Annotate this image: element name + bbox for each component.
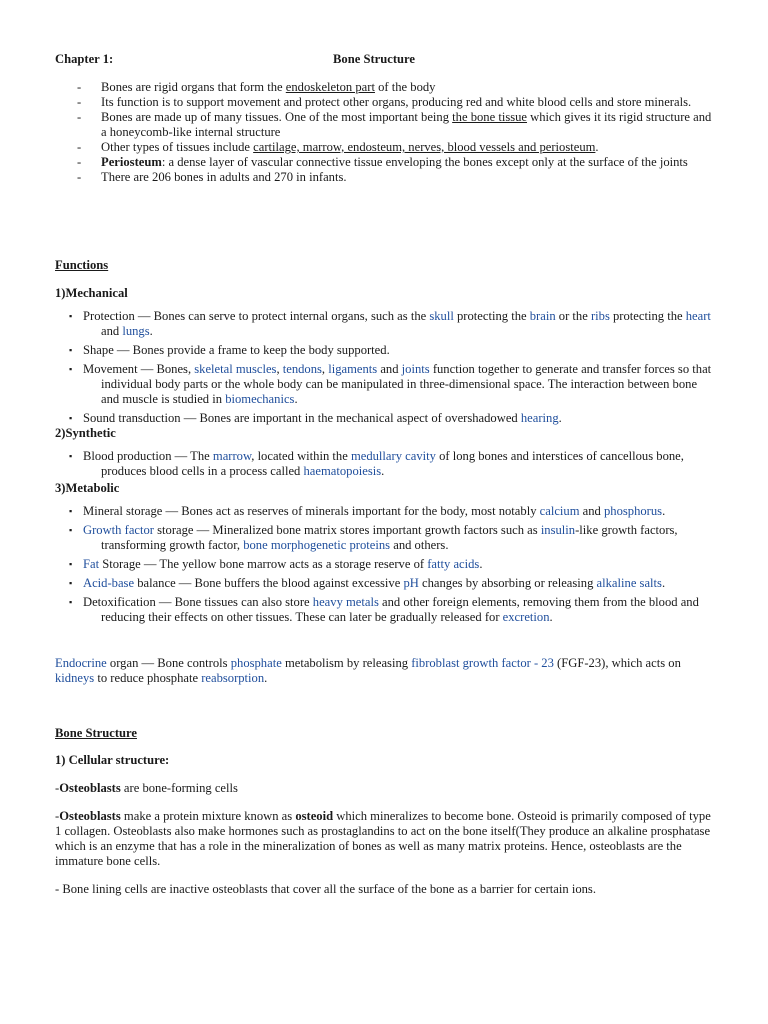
osteoblasts-line: -Osteoblasts are bone-forming cells bbox=[55, 781, 238, 795]
chapter-label: Chapter 1: bbox=[55, 52, 114, 66]
link-ribs[interactable]: ribs bbox=[590, 309, 610, 323]
bold-term: Osteoblasts bbox=[59, 809, 121, 823]
underlined-term: cartilage, marrow, endosteum, nerves, blood vessels and periosteum bbox=[253, 140, 596, 154]
intro-item: - There are 206 bones in adults and 270 in infants. bbox=[55, 170, 715, 185]
list-item: ▪ Detoxification — Bone tissues can also store heavy metals and other foreign elements, removing them from the blood and reducing their effects on other tissues. These can later be gradually released for excretion. bbox=[69, 595, 699, 624]
list-item: ▪ Movement — Bones, skeletal muscles, tendons, ligaments and joints function together to generate and transfer forces so that individual body parts or the whole body can be manipulated in three-dimensional space. The interaction between bone and muscle is studied in biomechanics. bbox=[69, 362, 712, 406]
list-item: ▪ Protection — Bones can serve to protect internal organs, such as the skull protecting the brain or the ribs protecting the heart and lungs. bbox=[69, 309, 711, 338]
link-marrow[interactable]: marrow bbox=[212, 449, 252, 463]
link-fibroblast-growth-factor-23[interactable]: fibroblast growth factor - 23 bbox=[411, 656, 554, 670]
link-haematopoiesis[interactable]: haematopoiesis bbox=[303, 464, 382, 478]
link-biomechanics[interactable]: biomechanics bbox=[225, 392, 295, 406]
square-bullet-icon: ▪ bbox=[69, 597, 73, 607]
link-ph[interactable]: pH bbox=[403, 576, 419, 590]
link-fat[interactable]: Fat bbox=[83, 557, 100, 571]
link-lungs[interactable]: lungs bbox=[122, 324, 150, 338]
link-tendons[interactable]: tendons bbox=[282, 362, 322, 376]
intro-item: - Bones are rigid organs that form the endoskeleton part of the body bbox=[55, 80, 715, 95]
link-bone-morphogenetic-proteins[interactable]: bone morphogenetic proteins bbox=[243, 538, 391, 552]
intro-item: - Bones are made up of many tissues. One of the most important being the bone tissue which gives it its rigid structure and a honeycomb-like internal structure bbox=[55, 110, 715, 140]
link-reabsorption[interactable]: reabsorption bbox=[201, 671, 265, 685]
metabolic-heading: 3)Metabolic bbox=[55, 481, 120, 495]
link-growth-factor[interactable]: Growth factor bbox=[83, 523, 154, 537]
synthetic-heading: 2)Synthetic bbox=[55, 426, 116, 440]
link-excretion[interactable]: excretion bbox=[502, 610, 550, 624]
page-title: Bone Structure bbox=[333, 52, 415, 66]
link-kidneys[interactable]: kidneys bbox=[55, 671, 95, 685]
underlined-term: endoskeleton part bbox=[285, 80, 375, 94]
bold-term: Osteoblasts bbox=[59, 781, 121, 795]
intro-item: - Its function is to support movement and protect other organs, producing red and white blood cells and store minerals. bbox=[55, 95, 715, 110]
metabolic-list bbox=[55, 504, 715, 629]
link-heavy-metals[interactable]: heavy metals bbox=[312, 595, 379, 609]
link-skeletal-muscles[interactable]: skeletal muscles bbox=[194, 362, 277, 376]
square-bullet-icon: ▪ bbox=[69, 451, 73, 461]
link-brain[interactable]: brain bbox=[529, 309, 556, 323]
intro-item: - Other types of tissues include cartilage, marrow, endosteum, nerves, blood vessels and periosteum. bbox=[55, 140, 715, 155]
link-skull[interactable]: skull bbox=[429, 309, 454, 323]
lining-cells-paragraph: - Bone lining cells are inactive osteoblasts that cover all the surface of the bone as a barrier for certain ions. bbox=[55, 882, 596, 896]
intro-item: - Periosteum: a dense layer of vascular connective tissue enveloping the bones except only at the surface of the joints bbox=[55, 155, 715, 170]
list-item: ▪ Shape — Bones provide a frame to keep the body supported. bbox=[69, 343, 390, 357]
bold-term: Periosteum bbox=[101, 155, 162, 169]
square-bullet-icon: ▪ bbox=[69, 364, 73, 374]
link-phosphate[interactable]: phosphate bbox=[230, 656, 282, 670]
link-fatty-acids[interactable]: fatty acids bbox=[427, 557, 480, 571]
link-heart[interactable]: heart bbox=[685, 309, 711, 323]
bold-term: osteoid bbox=[295, 809, 334, 823]
link-endocrine[interactable]: Endocrine bbox=[55, 656, 107, 670]
intro-list bbox=[55, 80, 715, 185]
list-item: ▪ Sound transduction — Bones are important in the mechanical aspect of overshadowed hearing. bbox=[69, 411, 562, 425]
square-bullet-icon: ▪ bbox=[69, 345, 73, 355]
bone-structure-heading: Bone Structure bbox=[55, 726, 137, 740]
square-bullet-icon: ▪ bbox=[69, 559, 73, 569]
link-alkaline-salts[interactable]: alkaline salts bbox=[596, 576, 662, 590]
square-bullet-icon: ▪ bbox=[69, 578, 73, 588]
square-bullet-icon: ▪ bbox=[69, 413, 73, 423]
osteoblasts-paragraph: -Osteoblasts make a protein mixture known as osteoid which mineralizes to become bone. Osteoid is primarily composed of type 1 collagen. Osteoblasts also make hormones such as prostaglandins to act on the bone itself(They produce an alkaline prosphatase which is an enzyme that has a role in the mineralization of bones as well as many matrix proteins. Hence, osteoblasts are the immature bone cells. bbox=[55, 809, 711, 868]
list-item: ▪ Growth factor storage — Mineralized bone matrix stores important growth factors such as insulin-like growth factors, transforming growth factor, bone morphogenetic proteins and others. bbox=[69, 523, 678, 552]
square-bullet-icon: ▪ bbox=[69, 311, 73, 321]
link-medullary-cavity[interactable]: medullary cavity bbox=[350, 449, 436, 463]
square-bullet-icon: ▪ bbox=[69, 525, 73, 535]
link-insulin[interactable]: insulin bbox=[540, 523, 576, 537]
cellular-structure-heading: 1) Cellular structure: bbox=[55, 753, 170, 767]
list-item: ▪ Blood production — The marrow, located within the medullary cavity of long bones and interstices of cancellous bone, produces blood cells in a process called haematopoiesis. bbox=[69, 449, 684, 478]
link-hearing[interactable]: hearing bbox=[520, 411, 559, 425]
square-bullet-icon: ▪ bbox=[69, 506, 73, 516]
link-acid-base[interactable]: Acid-base bbox=[83, 576, 135, 590]
functions-heading: Functions bbox=[55, 258, 109, 272]
link-calcium[interactable]: calcium bbox=[539, 504, 580, 518]
list-item: ▪ Fat Storage — The yellow bone marrow acts as a storage reserve of fatty acids. bbox=[69, 557, 483, 571]
mechanical-heading: 1)Mechanical bbox=[55, 286, 128, 300]
list-item: ▪ Mineral storage — Bones act as reserves of minerals important for the body, most notably calcium and phosphorus. bbox=[69, 504, 666, 518]
mechanical-list bbox=[55, 309, 715, 430]
synthetic-list bbox=[55, 449, 715, 483]
list-item: ▪ Acid-base balance — Bone buffers the blood against excessive pH changes by absorbing or releasing alkaline salts. bbox=[69, 576, 666, 590]
link-phosphorus[interactable]: phosphorus bbox=[604, 504, 663, 518]
link-ligaments[interactable]: ligaments bbox=[328, 362, 378, 376]
endocrine-paragraph: Endocrine organ — Bone controls phosphate metabolism by releasing fibroblast growth factor - 23 (FGF-23), which acts on kidneys to reduce phosphate reabsorption. bbox=[55, 656, 681, 685]
underlined-term: the bone tissue bbox=[452, 110, 528, 124]
link-joints[interactable]: joints bbox=[401, 362, 430, 376]
